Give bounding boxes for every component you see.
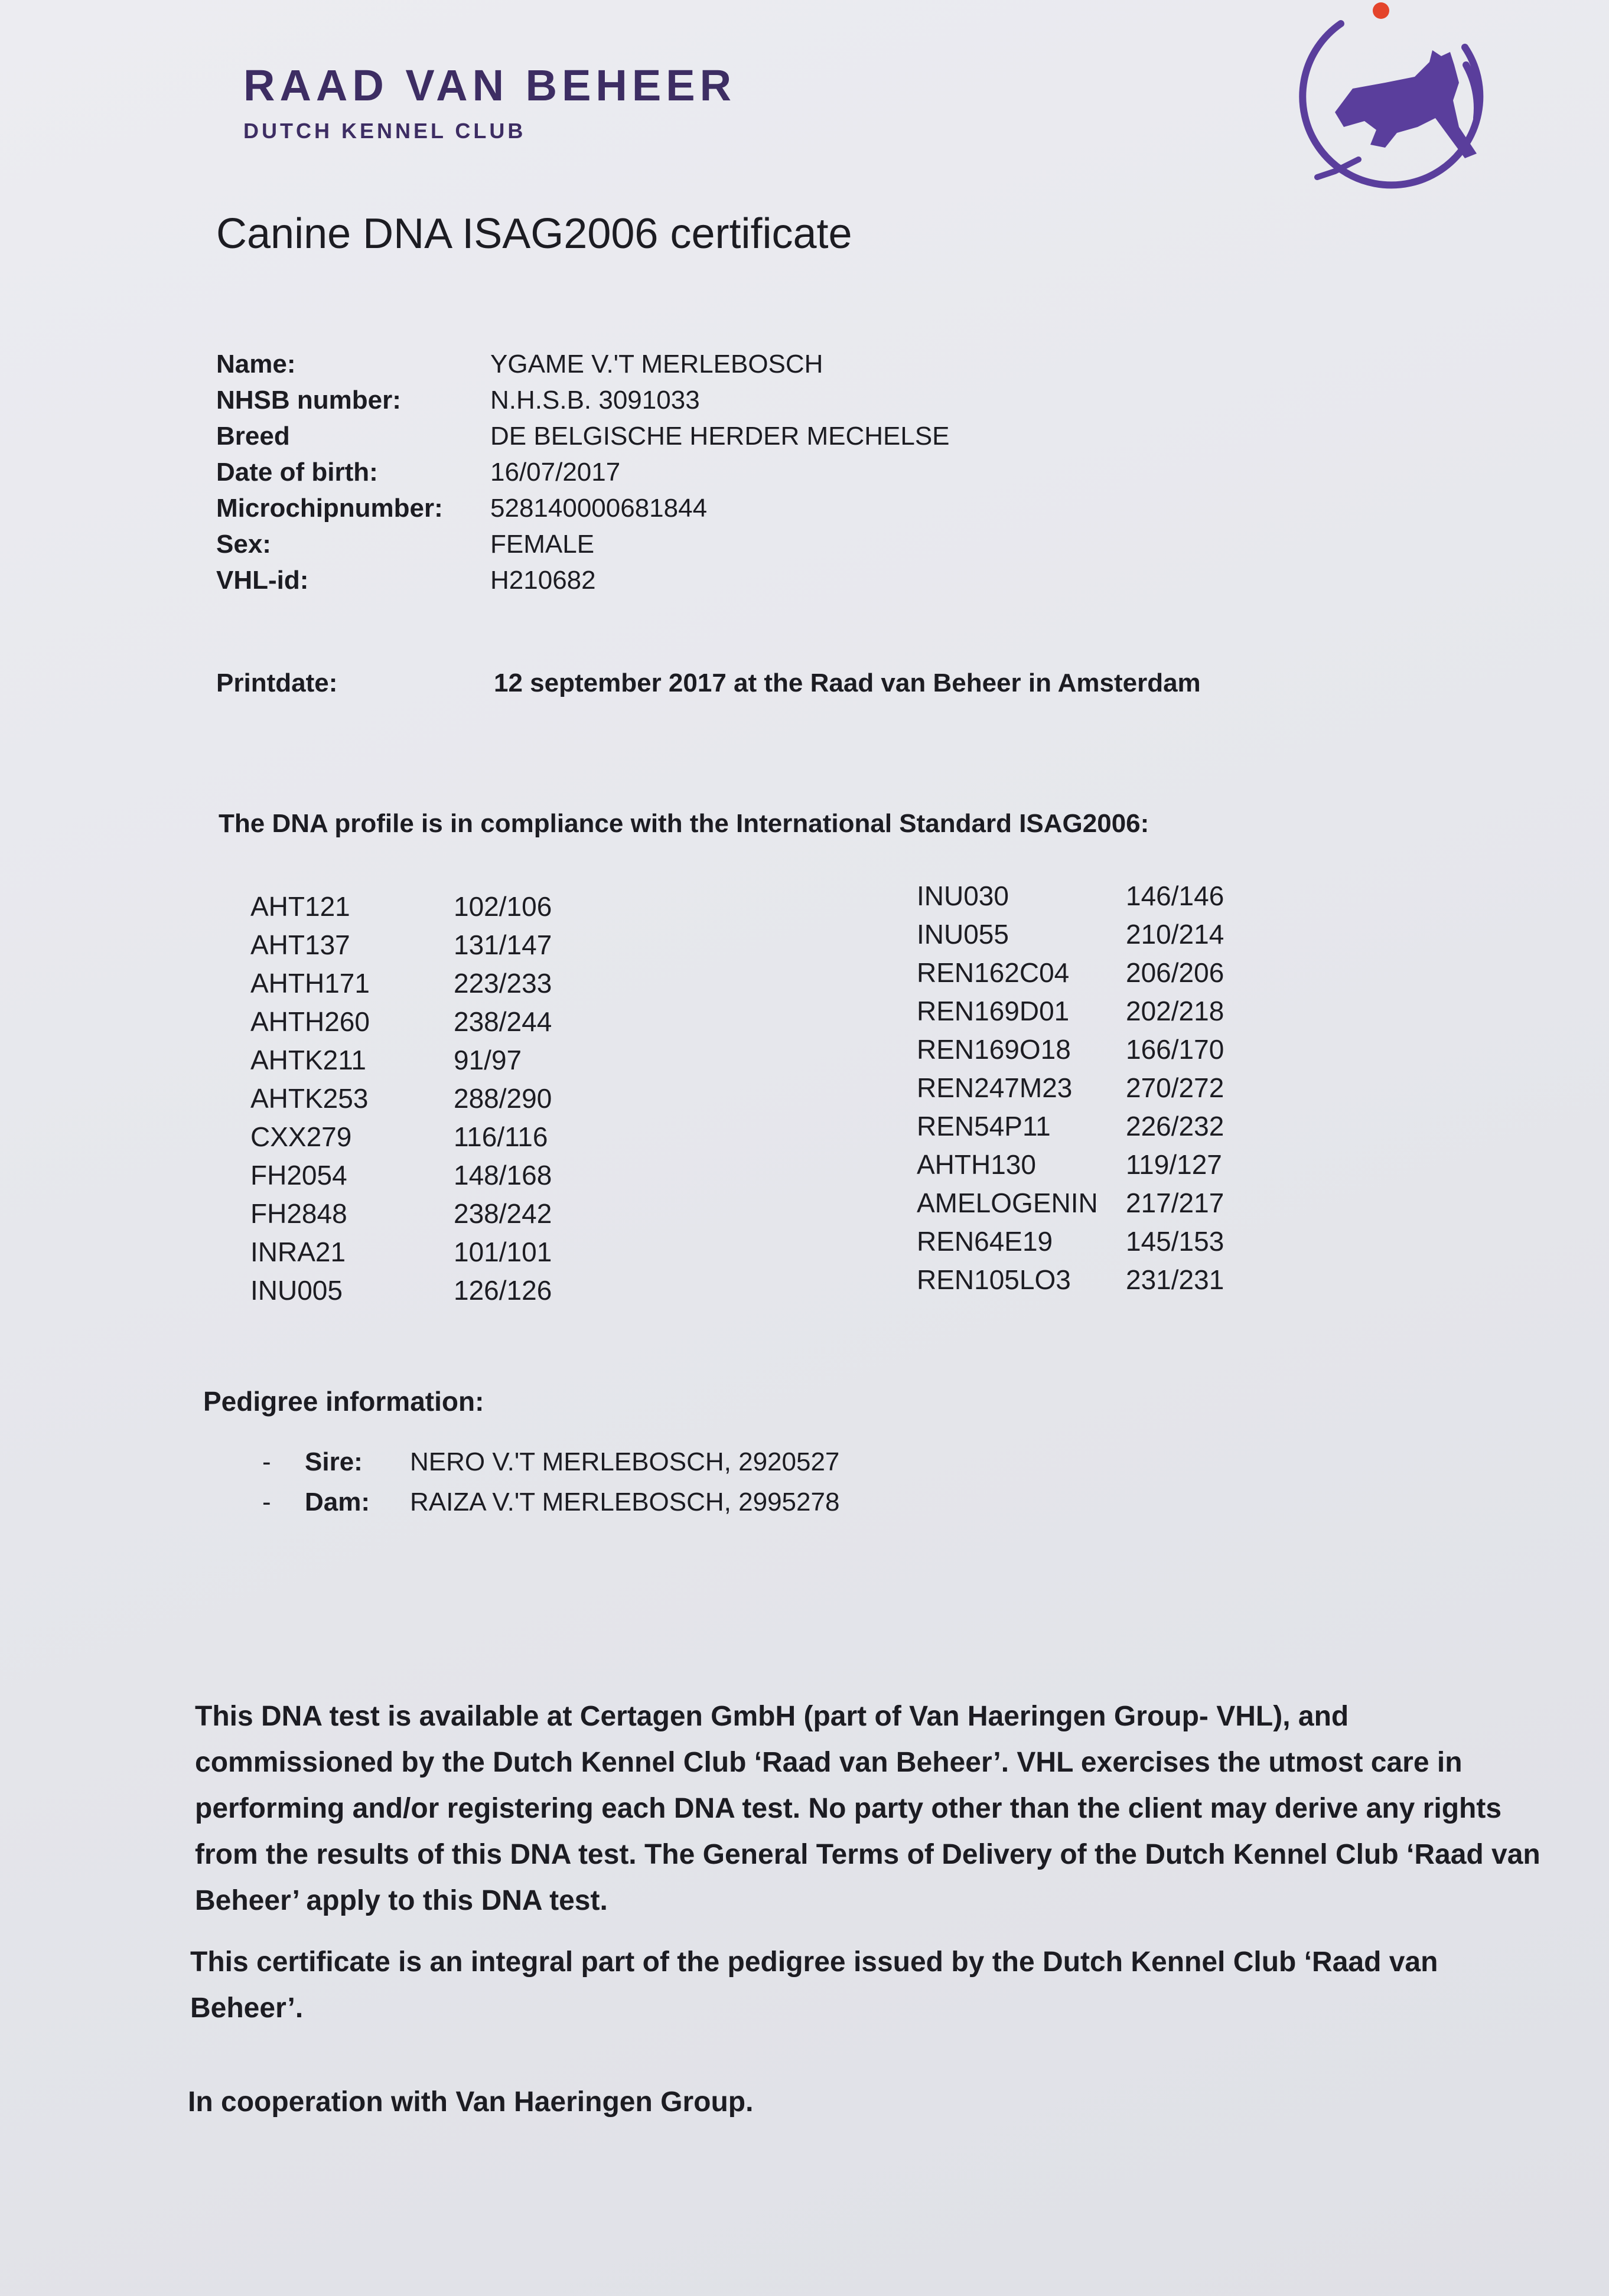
marker-name: AHTH171 [250,967,370,999]
marker-row [250,1079,552,1117]
marker-row [917,1030,1224,1068]
marker-value: 217/217 [1126,1187,1224,1218]
list-bullet: - [262,1447,271,1476]
marker-row [917,876,1224,915]
info-label: VHL-id: [216,565,309,595]
marker-value: 131/147 [454,929,552,960]
marker-value: 148/168 [454,1159,552,1191]
info-label: Sex: [216,529,271,559]
marker-name: CXX279 [250,1121,352,1152]
marker-row [917,1145,1224,1183]
marker-name: REN54P11 [917,1110,1051,1142]
pedigree-row-dam [262,1482,839,1522]
marker-value: 238/244 [454,1006,552,1037]
info-label: Date of birth: [216,457,378,487]
marker-name: AHT121 [250,891,350,922]
marker-name: INU005 [250,1274,343,1306]
marker-value: 116/116 [454,1121,548,1152]
pedigree-value: RAIZA V.'T MERLEBOSCH, 2995278 [410,1488,840,1516]
marker-name: AHTH130 [917,1149,1036,1180]
marker-row [250,1156,552,1194]
marker-value: 91/97 [454,1044,522,1075]
marker-name: FH2848 [250,1198,347,1229]
marker-value: 145/153 [1126,1225,1224,1257]
list-bullet: - [262,1488,271,1516]
info-value: H210682 [490,565,596,595]
info-row-birthdate [216,454,950,490]
marker-name: REN64E19 [917,1225,1053,1257]
brand-logo-text [243,61,737,143]
certificate-title: Canine DNA ISAG2006 certificate [216,210,852,257]
marker-value: 226/232 [1126,1110,1224,1142]
info-row-breed [216,418,950,454]
marker-value: 288/290 [454,1082,552,1114]
marker-name: INU030 [917,880,1009,911]
marker-row [917,992,1224,1030]
marker-row [250,925,552,964]
logo-dot [1373,2,1389,19]
brand-subtitle: DUTCH KENNEL CLUB [243,119,526,143]
integral-statement: This certificate is an integral part of the pedigree issued by the Dutch Kennel Club ‘Raad van Beheer’. [190,1946,1438,2024]
marker-value: 166/170 [1126,1033,1224,1065]
marker-list-left [250,887,552,1309]
marker-row [917,1183,1224,1222]
marker-list-right [917,876,1224,1299]
marker-name: AHTK211 [250,1044,367,1075]
marker-value: 202/218 [1126,995,1224,1026]
marker-value: 223/233 [454,967,552,999]
marker-name: INRA21 [250,1236,346,1267]
info-label: Microchipnumber: [216,493,443,523]
printdate-value: 12 september 2017 at the Raad van Beheer in Amsterdam [494,668,1201,697]
marker-value: 270/272 [1126,1072,1224,1103]
marker-row [250,887,552,925]
marker-value: 126/126 [454,1274,552,1306]
pedigree-label: Sire: [305,1447,363,1476]
marker-row [250,964,552,1002]
info-value: FEMALE [490,529,595,559]
marker-name: REN105LO3 [917,1264,1071,1295]
compliance-statement: The DNA profile is in compliance with the International Standard ISAG2006: [219,809,1149,838]
info-value: 16/07/2017 [490,457,621,487]
marker-name: REN169D01 [917,995,1070,1026]
marker-value: 210/214 [1126,918,1224,950]
info-value: 528140000681844 [490,493,708,523]
marker-row [250,1041,552,1079]
marker-row [250,1232,552,1271]
marker-value: 206/206 [1126,957,1224,988]
marker-value: 101/101 [454,1236,552,1267]
pedigree-title: Pedigree information: [203,1386,484,1417]
marker-row [250,1002,552,1041]
info-value: DE BELGISCHE HERDER MECHELSE [490,421,950,451]
info-label: Name: [216,349,296,379]
printdate-row [216,668,1201,698]
marker-name: AMELOGENIN [917,1187,1098,1218]
marker-row [917,1260,1224,1299]
info-label: Breed [216,421,290,451]
info-row-sex [216,526,950,562]
pedigree-value: NERO V.'T MERLEBOSCH, 2920527 [410,1447,840,1476]
marker-row [917,1222,1224,1260]
marker-name: REN169O18 [917,1033,1071,1065]
info-row-vhl-id [216,562,950,598]
info-row-nhsb [216,382,950,418]
dog-logo-icon [1282,0,1506,207]
marker-name: AHTH260 [250,1006,370,1037]
disclaimer-paragraph: This DNA test is available at Certagen GmbH (part of Van Haeringen Group- VHL), and commissioned by the Dutch Kennel Club ‘Raad van Beheer’. VHL exercises the utmost care in performing and/or registering each DNA test. No party other than the client may derive any rights from the results of this DNA test. The General Terms of Delivery of the Dutch Kennel Club ‘Raad van Beheer’ apply to this DNA test. [195,1701,1540,1916]
info-label: NHSB number: [216,385,401,415]
cooperation-statement: In cooperation with Van Haeringen Group. [188,2086,754,2118]
marker-row [250,1194,552,1232]
marker-name: REN162C04 [917,957,1070,988]
marker-name: AHT137 [250,929,350,960]
marker-name: INU055 [917,918,1009,950]
marker-value: 146/146 [1126,880,1224,911]
marker-name: REN247M23 [917,1072,1073,1103]
marker-value: 102/106 [454,891,552,922]
printdate-label: Printdate: [216,668,338,697]
dog-info-table [216,346,950,598]
marker-row [917,1068,1224,1107]
marker-value: 231/231 [1126,1264,1224,1295]
marker-name: FH2054 [250,1159,347,1191]
marker-value: 119/127 [1126,1149,1222,1180]
brand-name: RAAD VAN BEHEER [243,61,737,110]
pedigree-list [262,1442,839,1522]
info-row-microchip [216,490,950,526]
marker-row [917,1107,1224,1145]
pedigree-row-sire [262,1442,839,1482]
marker-row [917,915,1224,953]
info-value: YGAME V.'T MERLEBOSCH [490,349,823,379]
info-value: N.H.S.B. 3091033 [490,385,700,415]
info-row-name [216,346,950,382]
marker-row [250,1271,552,1309]
marker-name: AHTK253 [250,1082,369,1114]
marker-row [917,953,1224,992]
pedigree-label: Dam: [305,1488,370,1516]
marker-row [250,1117,552,1156]
marker-value: 238/242 [454,1198,552,1229]
